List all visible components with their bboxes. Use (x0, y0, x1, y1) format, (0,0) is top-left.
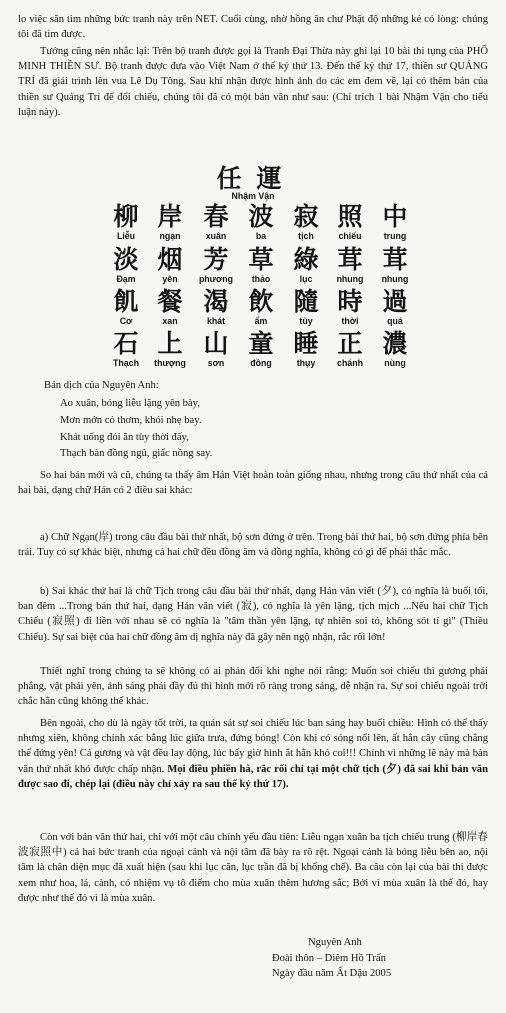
hanzi: 岸 (157, 202, 183, 231)
point-b-text: b) Sai khác thứ hai là chữ Tịch trong câu đầu bài thứ nhất, dạng Hán văn viết (夕), có nghĩa là buổi tối, ban đêm ...Trong bản thứ hai, dạng Hán văn viết (寂), có nghĩa là yên lặng, tịch mịch ...Nếu hai chữ Tịch Chiếu (寂照) đi liền với nhau sẽ có nghĩa là "tâm thần yên lặng, tự nhiên soi tỏ, không sót tí gì" (Thiều Chiểu). Sự sai biệt của hai chữ đồng âm dị nghĩa này đã gây nên ngộ nhận, rắc rối lớn! (18, 586, 488, 643)
poem-cell (101, 330, 151, 368)
poem-cell (370, 246, 420, 284)
hanzi: 山 (203, 329, 229, 358)
reading: Liễu (116, 231, 136, 241)
title-char-2 (244, 165, 294, 193)
conclusion-text: Còn với bản văn thứ hai, chỉ với một câu chính yếu đầu tiên: Liễu ngạn xuân ba tịch chiếu trung (柳岸春波寂照中) cả hai bức tranh của ngoại cảnh và nội tâm đã bày ra rõ rệt. Ngoại cảnh là bóng liễu bên ao, nội tâm là chân diện mục đã xuất hiện (sau khi lục căn, lục trần đã bị khống chế). Ba câu còn lại của bài thi được xem như hoa, lá, cành, có nhiệm vụ tô điểm cho mùa xuân thêm hương sắc; Bởi vì mùa xuân là thế đó, hay được như thế đó vì là mùa xuân. (18, 832, 488, 904)
reading: phương (198, 274, 234, 284)
poem-cell (236, 288, 286, 326)
translation-label-text: Bản dịch của Nguyên Anh: (44, 380, 159, 391)
translation-line: Mơn mởn cỏ thơm, khói nhẹ bay. (60, 414, 202, 426)
reading: lục (299, 274, 313, 284)
poem-cell (101, 288, 151, 326)
hanzi: 濃 (382, 329, 408, 358)
recall-text: Tưởng cũng nên nhắc lại: Trên bộ tranh được gọi là Tranh Đại Thừa này ghi lại 10 bài thi tụng của PHỔ MINH THIỀN SƯ. Bộ tranh được đưa vào Việt Nam ở thế kỷ thứ 13. Đến thế kỷ thứ 17, thiền sư QUẢNG TRÍ đã giải trình lên vua Lê Dụ Tông. Sau khi nhận được hình ảnh do các em đem về, lại có thêm bản của thiền sư Quảng Trí để đối chiếu, chúng tôi đã có một bản văn như sau: (Chỉ trích 1 bài Nhậm Vận cho tiểu luận này). (18, 46, 488, 118)
reading: chánh (337, 358, 363, 368)
reading: thời (341, 316, 359, 326)
hanzi: 春 (203, 202, 229, 231)
poem-cell (145, 203, 195, 241)
comparison-text: So hai bản mới và cũ, chúng ta thấy âm Hán Việt hoàn toàn giống nhau, nhưng trong câu thứ nhất của cả hai bài, dạng chữ Hán có 2 điều sai khác: (18, 470, 488, 497)
poem-cell (191, 330, 241, 368)
hanzi: 綠 (293, 245, 319, 274)
signature-block (272, 935, 492, 982)
poem-cell (281, 246, 331, 284)
translation-poem (60, 396, 460, 463)
hanzi: 柳 (113, 202, 139, 231)
paragraph-conclusion (18, 830, 488, 906)
hanzi: 芳 (203, 245, 229, 274)
title-hanzi-1: 任 (216, 164, 242, 193)
poem-cell (236, 203, 286, 241)
reading: sơn (207, 358, 225, 368)
reading: thảo (251, 274, 271, 284)
hanzi: 照 (337, 202, 363, 231)
paragraph-point-a (18, 530, 488, 560)
hanzi: 睡 (293, 329, 319, 358)
author-date: Ngày đầu năm Ất Dậu 2005 (272, 968, 392, 979)
reading: tùy (299, 316, 313, 326)
hanzi: 過 (382, 287, 408, 316)
translation-label (44, 378, 484, 393)
reading: Thạch (113, 358, 139, 368)
reading: xuân (205, 231, 227, 241)
poem-cell (191, 246, 241, 284)
hanzi: 石 (113, 329, 139, 358)
reading: ngạn (159, 231, 181, 241)
hanzi: 正 (337, 329, 363, 358)
author-place: Đoài thôn – Diêm Hồ Trấn (272, 952, 386, 964)
paragraph-comparison (18, 468, 488, 498)
poem-cell (236, 246, 286, 284)
paragraph-reflection (18, 664, 488, 710)
outside-text: Bên ngoài, cho dù là ngày tốt trời, ta quán sát sự soi chiếu lúc ban sáng hay buổi chiều: Hình có thể thấy nhưng xiên, không chính xác bằng lúc giữa trưa, đứng bóng! Còn khi có sóng nổi lên, ất hẳn cây cũng chẳng thể đứng yên! Cả gương và vật đều lay động, lúc bấy giờ hình ắt hẳn khó coi!!! Chính vì những lẽ này mà bản văn thứ nhất khó được chấp nhận. (18, 718, 488, 775)
hanzi: 渴 (203, 287, 229, 316)
paragraph-intro (18, 12, 488, 42)
poem-cell (370, 203, 420, 241)
hanzi: 童 (248, 329, 274, 358)
poem-cell (191, 288, 241, 326)
reading: Đạm (116, 274, 136, 284)
poem-cell (281, 330, 331, 368)
hanzi: 寂 (293, 202, 319, 231)
poem-cell (101, 203, 151, 241)
outside-bold-text: Mọi điều phiền hà, rắc rối chỉ tại một chữ tịch (夕) đã sai khi bản văn được sao đi, chép lại (điều này chỉ xảy ra sau thế kỷ thứ 17). (18, 763, 488, 790)
hanzi: 隨 (293, 287, 319, 316)
hanzi: 烟 (157, 245, 183, 274)
reading: ba (255, 231, 267, 241)
poem-cell (191, 203, 241, 241)
reading: tịch (298, 231, 314, 241)
hanzi: 時 (337, 287, 363, 316)
poem-cell (145, 246, 195, 284)
poem-cell (325, 246, 375, 284)
reading: nùng (384, 358, 406, 368)
reading: ẩm (254, 316, 268, 326)
title-reading (222, 191, 284, 201)
translation-line: Thạch bàn đồng ngủ, giấc nồng say. (60, 448, 213, 460)
poem-cell (101, 246, 151, 284)
title-hanzi-2: 運 (256, 164, 282, 193)
hanzi: 餐 (157, 287, 183, 316)
paragraph-point-b (18, 584, 488, 645)
poem-cell (325, 203, 375, 241)
poem-cell (281, 288, 331, 326)
poem-cell (370, 288, 420, 326)
reading: trung (383, 231, 407, 241)
hanzi: 茸 (382, 245, 408, 274)
hanzi: 中 (382, 202, 408, 231)
reading: Cơ (119, 316, 133, 326)
reading: nhung (381, 274, 409, 284)
translation-line: Ao xuân, bóng liễu lặng yên bày, (60, 398, 200, 409)
reading: đồng (250, 358, 272, 368)
title-reading-text: Nhậm Vận (231, 191, 275, 201)
hanzi: 茸 (337, 245, 363, 274)
reflection-text: Thiết nghĩ trong chúng ta sẽ không có ai phản đối khi nghe nói rằng: Muốn soi chiếu thì gương phải phẳng, vật phải yên, ánh sáng phải đầy đủ thì hình mới rõ ràng trong sáng, dễ nhận ra. Sự soi chiếu ngoài trời chắc hẳn cũng không thể khác. (18, 666, 488, 708)
reading: khát (206, 316, 226, 326)
reading: thụy (296, 358, 316, 368)
intro-text: lo việc săn tìm những bức tranh này trên NET. Cuối cùng, nhờ hồng ân chư Phật độ những kẻ có lòng: chúng tôi đã tìm được. (18, 14, 488, 41)
poem-cell (236, 330, 286, 368)
hanzi: 波 (248, 202, 274, 231)
reading: quá (387, 316, 403, 326)
reading: nhung (336, 274, 364, 284)
reading: xan (162, 316, 178, 326)
hanzi: 飲 (248, 287, 274, 316)
poem-cell (325, 330, 375, 368)
poem-cell (145, 288, 195, 326)
paragraph-recall (18, 44, 488, 120)
poem-cell (370, 330, 420, 368)
reading: yên (162, 274, 178, 284)
hanzi: 淡 (113, 245, 139, 274)
author-name: Nguyên Anh (308, 937, 362, 948)
poem-cell (145, 330, 195, 368)
paragraph-outside (18, 716, 488, 792)
reading: thượng (154, 358, 186, 368)
poem-cell (325, 288, 375, 326)
hanzi: 上 (157, 329, 183, 358)
hanzi: 飢 (113, 287, 139, 316)
poem-cell (281, 203, 331, 241)
translation-line: Khát uống đói ăn tùy thời đấy, (60, 431, 189, 443)
reading: chiếu (338, 231, 362, 241)
point-a-text: a) Chữ Ngạn(岸) trong câu đầu bài thứ nhất, bộ sơn đứng ở trên. Trong bài thứ hai, bộ sơn đứng phía bên trái. Tuy có sự khác biệt, nhưng cả hai chữ đều đồng âm và đồng nghĩa, không có gì để phải thắc mắc. (18, 532, 488, 559)
hanzi: 草 (248, 245, 274, 274)
